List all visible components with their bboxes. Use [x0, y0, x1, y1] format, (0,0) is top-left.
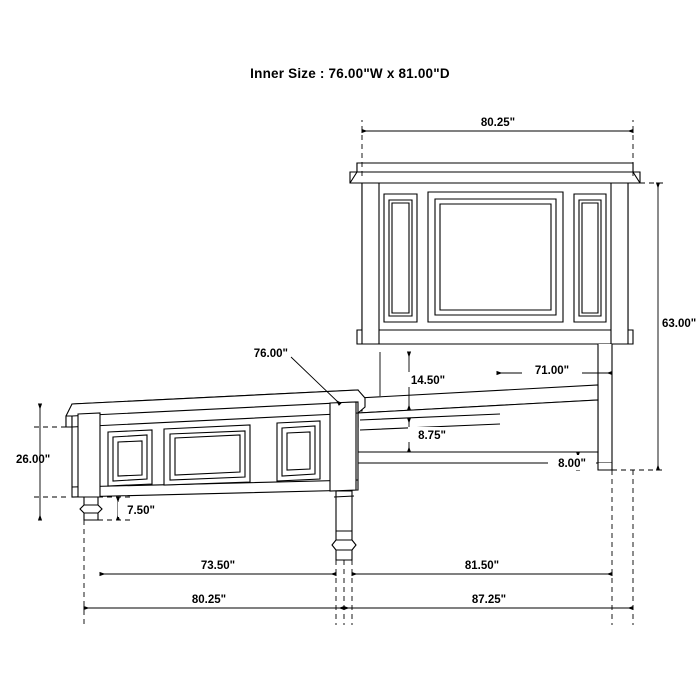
- page-title: Inner Size : 76.00"W x 81.00"D: [250, 66, 450, 81]
- label-side-overall: 87.25": [471, 594, 507, 606]
- label-side-rail-bottom: 8.00": [558, 458, 586, 470]
- label-footboard-height: 26.00": [16, 454, 51, 466]
- label-headboard-height: 63.00": [662, 318, 697, 330]
- label-footboard-width: 73.50": [200, 560, 236, 572]
- label-slat-height: 8.75": [418, 430, 446, 442]
- label-footboard-overall: 80.25": [191, 594, 227, 606]
- label-side-length: 81.50": [464, 560, 500, 572]
- label-foot-height: 7.50": [127, 505, 155, 517]
- label-headboard-inner-width: 71.00": [534, 365, 570, 377]
- label-headboard-width-top: 80.25": [480, 117, 516, 129]
- label-rail-clearance: 14.50": [410, 375, 446, 387]
- label-support-width: 76.00": [253, 348, 288, 360]
